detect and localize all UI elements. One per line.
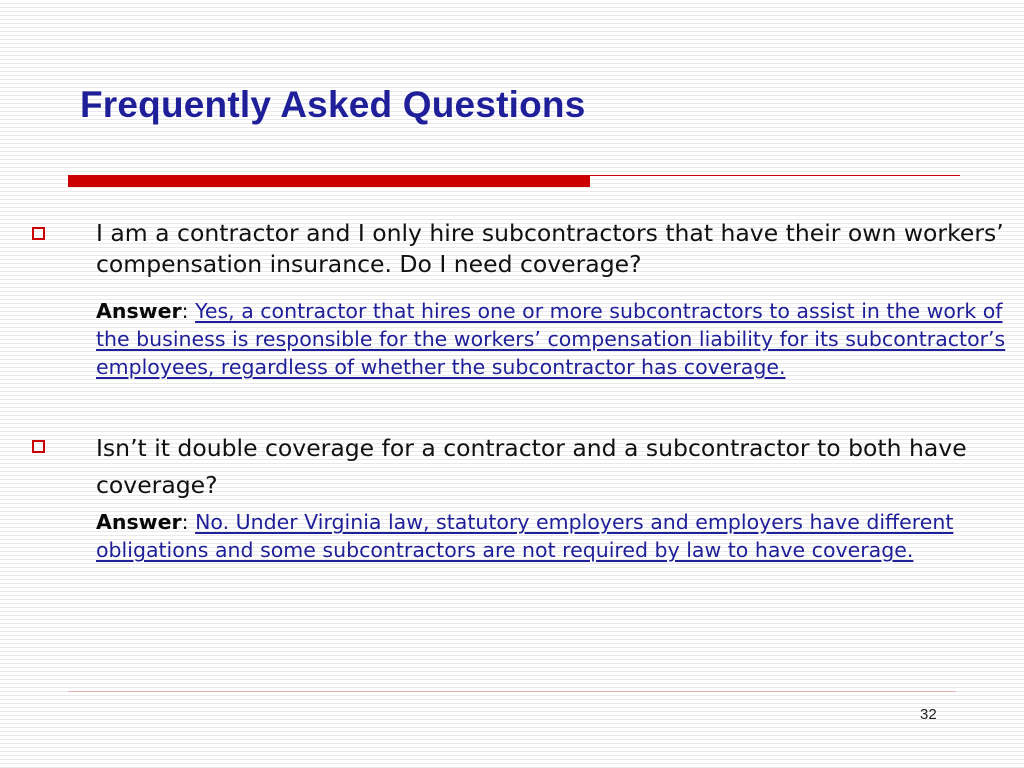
answer-label: Answer bbox=[96, 510, 182, 534]
square-bullet-icon bbox=[32, 227, 45, 240]
faq-answer-2 bbox=[96, 508, 1018, 564]
answer-separator: : bbox=[181, 299, 196, 323]
answer-link-1[interactable]: Yes, a contractor that hires one or more subcontractors to assist in the work of the business is responsible for the workers’ compensation liability for its subcontractor’s employees, regardless of whether the subcontractor has coverage. bbox=[96, 299, 1006, 379]
slide-title: Frequently Asked Questions bbox=[80, 84, 586, 125]
footer-divider bbox=[68, 691, 956, 692]
faq-question-1: I am a contractor and I only hire subcontractors that have their own workers’ compensation insurance. Do I need coverage? bbox=[96, 219, 1004, 278]
title-underline-thin bbox=[590, 175, 960, 176]
answer-link-2[interactable]: No. Under Virginia law, statutory employers and employers have different obligations and some subcontractors are not required by law to have coverage. bbox=[96, 510, 954, 562]
faq-question-2: Isn’t it double coverage for a contractor and a subcontractor to both have coverage? bbox=[96, 434, 967, 499]
title-underline-thick bbox=[68, 175, 590, 187]
faq-answer-1 bbox=[96, 297, 1018, 381]
answer-separator: : bbox=[181, 510, 196, 534]
square-bullet-icon bbox=[32, 440, 45, 453]
answer-label: Answer bbox=[96, 299, 182, 323]
page-number: 32 bbox=[920, 706, 937, 723]
